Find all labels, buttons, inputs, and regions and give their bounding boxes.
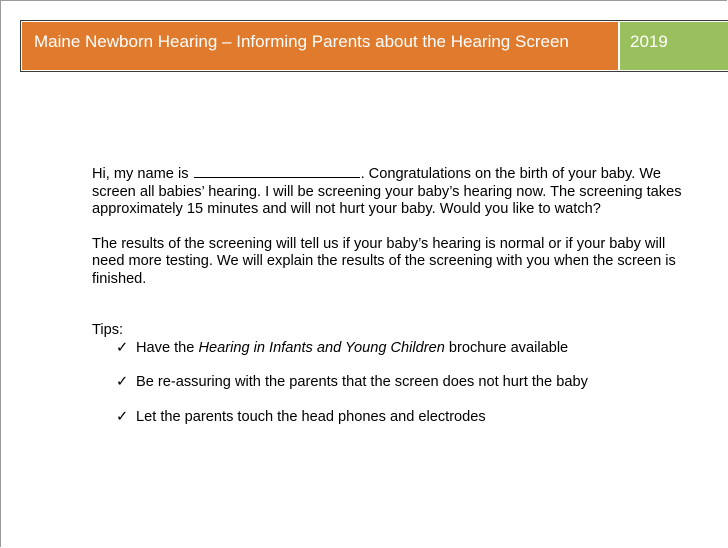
intro-text-start: Hi, my name is bbox=[92, 166, 189, 182]
tip-text-part: Have the bbox=[136, 339, 199, 356]
name-blank-line bbox=[194, 164, 360, 178]
tip-text bbox=[136, 340, 568, 358]
checkmark-icon: ✓ bbox=[116, 374, 129, 390]
checkmark-icon: ✓ bbox=[116, 408, 129, 425]
document-header bbox=[20, 20, 728, 72]
tip-text: Be re-assuring with the parents that the screen does not hurt the baby bbox=[136, 374, 588, 390]
header-title: Maine Newborn Hearing – Informing Parents about the Hearing Screen bbox=[22, 22, 618, 70]
tip-text-part: brochure available bbox=[444, 339, 569, 356]
header-year: 2019 bbox=[620, 22, 728, 70]
intro-text-rest: . Congratulations on the birth of your baby. We screen all babies’ hearing. I will be screening your baby’s hearing now. The screening takes approximately 15 minutes and will not hurt your baby. Would you like to watch? bbox=[92, 166, 682, 217]
list-item bbox=[116, 340, 682, 358]
document-body bbox=[92, 164, 682, 426]
list-item bbox=[116, 374, 682, 392]
tips-label: Tips: bbox=[92, 322, 124, 338]
tips-list bbox=[92, 340, 682, 427]
results-paragraph: The results of the screening will tell us if your baby’s hearing is normal or if your baby will need more testing. We will explain the results of the screening with you when the screen is finished. bbox=[92, 235, 676, 287]
list-item bbox=[116, 409, 682, 427]
tip-text: Let the parents touch the head phones and electrodes bbox=[136, 408, 486, 425]
checkmark-icon: ✓ bbox=[116, 339, 129, 356]
brochure-title: Hearing in Infants and Young Children bbox=[198, 339, 445, 356]
intro-paragraph bbox=[92, 164, 682, 219]
